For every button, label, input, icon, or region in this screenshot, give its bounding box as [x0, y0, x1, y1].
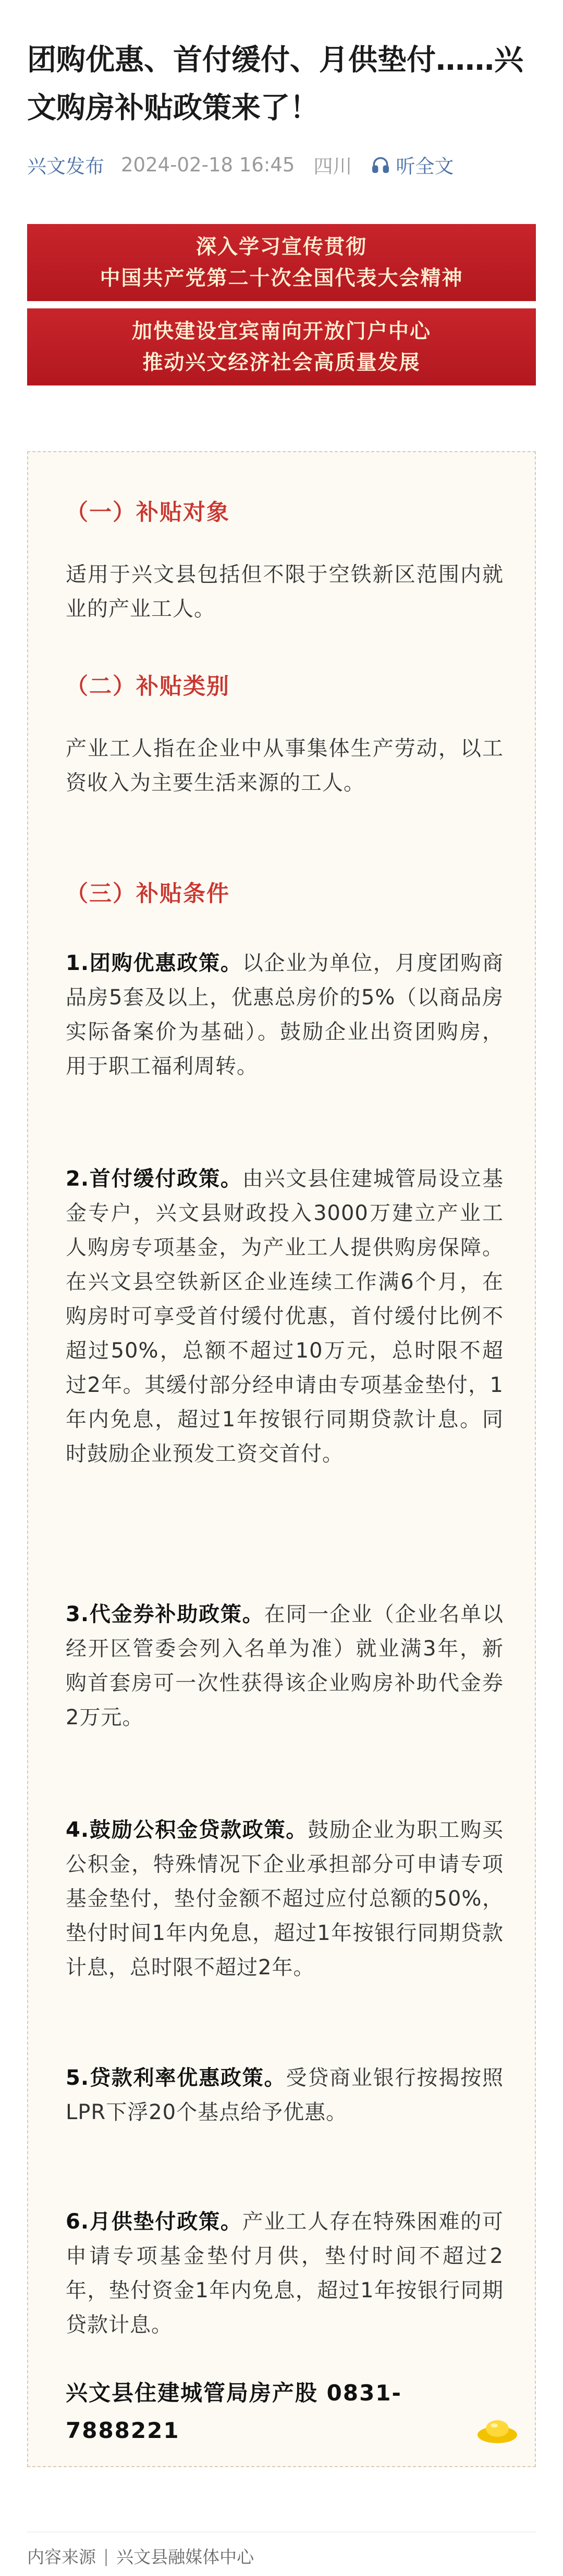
gold-ingot-icon [476, 2416, 518, 2444]
policy-title: 4.鼓励公积金贷款政策。 [66, 1818, 308, 1842]
policy-body: 受贷商业银行按揭按照LPR下浮20个基点给予优惠。 [66, 2066, 504, 2124]
listen-label: 听全文 [396, 155, 454, 178]
banner-line: 中国共产党第二十次全国代表大会精神 [100, 266, 463, 290]
banner-open-gateway [27, 308, 536, 385]
banner-study-congress [27, 224, 536, 301]
section-heading-categories: （二）补贴类别 [66, 674, 230, 700]
section-heading-targets: （一）补贴对象 [66, 500, 230, 526]
policy-item [66, 1813, 504, 1985]
policy-item [66, 1597, 504, 1735]
policy-title: 5.贷款利率优惠政策。 [66, 2066, 286, 2090]
policy-title: 6.月供垫付政策。 [66, 2210, 242, 2234]
policy-item [66, 2205, 504, 2342]
content-source-footer [27, 2532, 536, 2568]
banner-line: 深入学习宣传贯彻 [195, 235, 367, 259]
footer-source[interactable]: 兴文县融媒体中心 [116, 2547, 254, 2567]
policy-item [66, 946, 504, 1084]
banner-line: 推动兴文经济社会高质量发展 [142, 351, 421, 375]
article-region: 四川 [313, 155, 352, 178]
contact-info: 兴文县住建城管局房产股 0831-7888221 [66, 2380, 402, 2443]
policy-title: 3.代金券补助政策。 [66, 1602, 264, 1626]
policy-body: 产业工人存在特殊困难的可申请专项基金垫付月供，垫付时间不超过2年，垫付资金1年内免息，超过1年按银行同期贷款计息。 [66, 2210, 504, 2337]
policy-title: 2.首付缓付政策。 [66, 1167, 242, 1191]
policy-card [27, 451, 536, 2467]
policy-body: 鼓励企业为职工购买公积金，特殊情况下企业承担部分可申请专项基金垫付，垫付金额不超过应付总额的50%，垫付时间1年内免息，超过1年按银行同期贷款计息，总时限不超过2年。 [66, 1818, 504, 1980]
policy-title: 1.团购优惠政策。 [66, 951, 242, 975]
article-title: 团购优惠、首付缓付、月供垫付……兴文购房补贴政策来了！ [27, 43, 523, 125]
policy-body: 由兴文县住建城管局设立基金专户，兴文县财政投入3000万建立产业工人购房专项基金，为产业工人提供购房保障。在兴文县空铁新区企业连续工作满6个月，在购房时可享受首付缓付优惠，首付缓付比例不超过50%，总额不超过10万元，总时限不超过2年。其缓付部分经申请由专项基金垫付，1年内免息，超过1年按银行同期贷款计息。同时鼓励企业预发工资交首付。 [66, 1167, 504, 1466]
headphones-icon [371, 155, 390, 175]
policy-body: 在同一企业（企业名单以经开区管委会列入名单为准）就业满3年，新购首套房可一次性获得该企业购房补助代金券2万元。 [66, 1602, 504, 1729]
section-text-categories: 产业工人指在企业中从事集体生产劳动，以工资收入为主要生活来源的工人。 [66, 737, 504, 795]
footer-label: 内容来源 [27, 2547, 96, 2567]
footer-separator: | [103, 2546, 109, 2566]
article-source-link[interactable]: 兴文发布 [27, 155, 104, 178]
policy-item [66, 1162, 504, 1471]
article-date: 2024-02-18 16:45 [121, 153, 295, 176]
article-meta [27, 149, 538, 180]
policy-body: 以企业为单位，月度团购商品房5套及以上，优惠总房价的5%（以商品房实际备案价为基础）。鼓励企业出资团购房，用于职工福利周转。 [66, 951, 504, 1078]
listen-full-text-button[interactable] [371, 151, 454, 179]
policy-item [66, 2061, 504, 2130]
section-heading-conditions: （三）补贴条件 [66, 881, 230, 907]
banner-line: 加快建设宜宾南向开放门户中心 [131, 319, 431, 343]
section-text-targets: 适用于兴文县包括但不限于空铁新区范围内就业的产业工人。 [66, 563, 504, 621]
